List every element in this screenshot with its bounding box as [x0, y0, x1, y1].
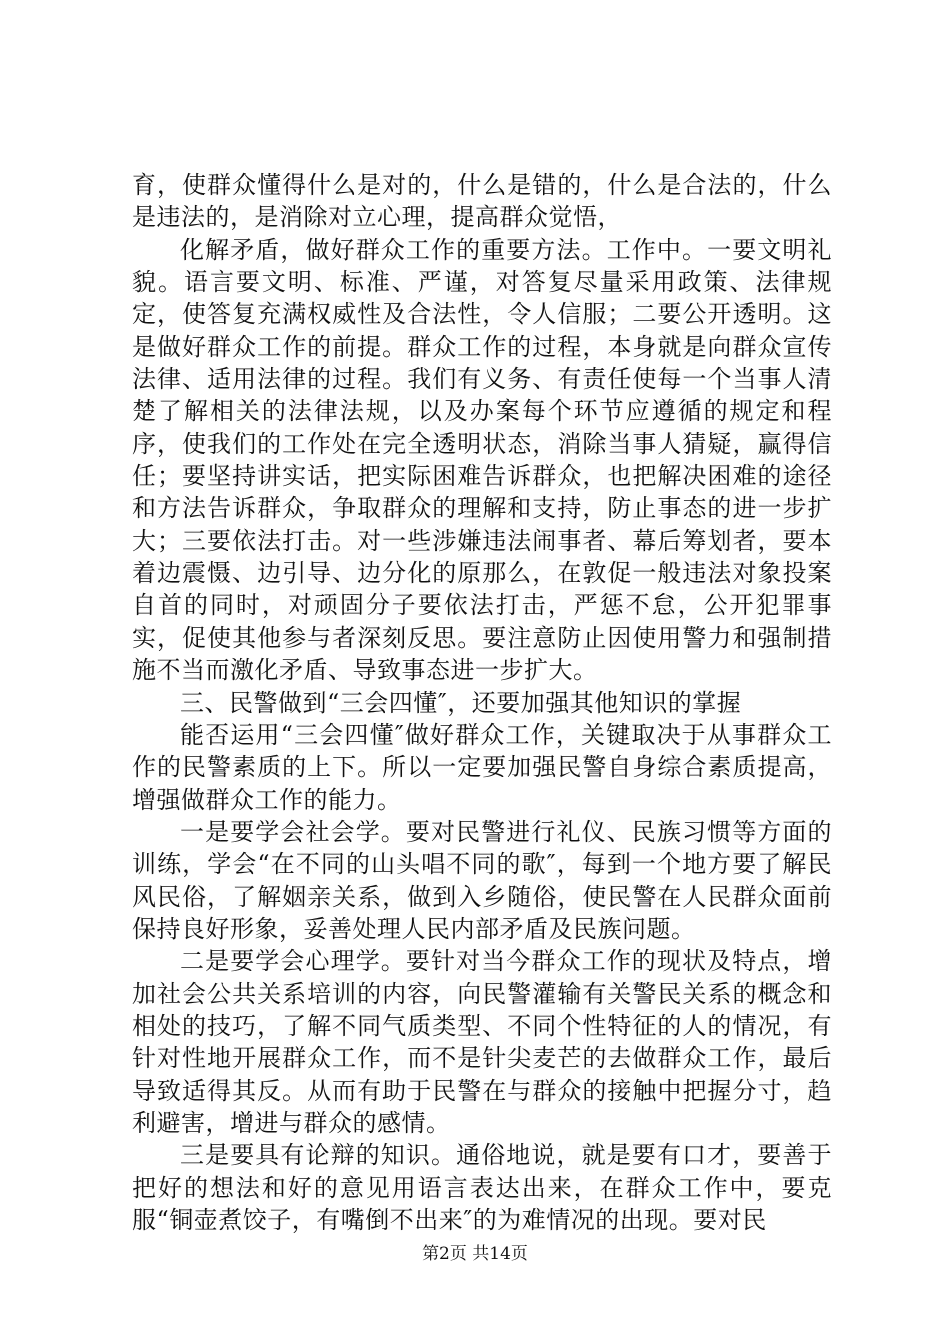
paragraph-psychology: 二是要学会心理学。要针对当今群众工作的现状及特点，增加社会公共关系培训的内容，向民警灌输有关警民关系的概念和相处的技巧，了解不同气质类型、不同个性特征的人的情况，有针对性地开展群众工作，而不是针尖麦芒的去做群众工作，最后导致适得其反。从而有助于民警在与群众的接触中把握分寸，趋利避害，增进与群众的感情。 — [132, 947, 832, 1137]
page-number-label: 第2页 共14页 — [422, 1244, 528, 1264]
paragraph-debate: 三是要具有论辩的知识。通俗地说，就是要有口才，要善于把好的想法和好的意见用语言表达出来，在群众工作中，要克服“铜壶煮饺子，有嘴倒不出来″的为难情况的出现。要对民 — [132, 1141, 832, 1234]
page-footer — [0, 1243, 950, 1265]
paragraph-quality: 能否运用“三会四懂″做好群众工作，关键取决于从事群众工作的民警素质的上下。所以一定要加强民警自身综合素质提高，增强做群众工作的能力。 — [132, 720, 832, 814]
paragraph-sociology: 一是要学会社会学。要对民警进行礼仪、民族习惯等方面的训练，学会“在不同的山头唱不同的歌″，每到一个地方要了解民风民俗，了解姻亲关系，做到入乡随俗，使民警在人民群众面前保持良好形象，妥善处理人民内部矛盾及民族问题。 — [132, 817, 832, 943]
section-heading-three: 三、民警做到“三会四懂″，还要加强其他知识的掌握 — [180, 688, 742, 717]
paragraph-continuation: 育，使群众懂得什么是对的，什么是错的，什么是合法的，什么是违法的，是消除对立心理，提高群众觉悟， — [132, 171, 832, 232]
document-body — [132, 169, 832, 1236]
paragraph-work-methods: 化解矛盾，做好群众工作的重要方法。工作中。一要文明礼貌。语言要文明、标准、严谨，对答复尽量采用政策、法律规定，使答复充满权威性及合法性，令人信服；二要公开透明。这是做好群众工作的前提。群众工作的过程，本身就是向群众宣传法律、适用法律的过程。我们有义务、有责任使每一个当事人清楚了解相关的法律法规，以及办案每个环节应遵循的规定和程序，使我们的工作处在完全透明状态，消除当事人猜疑，赢得信任；要坚持讲实话，把实际困难告诉群众，也把解决困难的途径和方法告诉群众，争取群众的理解和支持，防止事态的进一步扩大；三要依法打击。对一些涉嫌违法闹事者、幕后筹划者，要本着边震慑、边引导、边分化的原那么，在敦促一般违法对象投案自首的同时，对顽固分子要依法打击，严惩不怠，公开犯罪事实，促使其他参与者深刻反思。要注意防止因使用警力和强制措施不当而激化矛盾、导致事态进一步扩大。 — [132, 235, 832, 685]
